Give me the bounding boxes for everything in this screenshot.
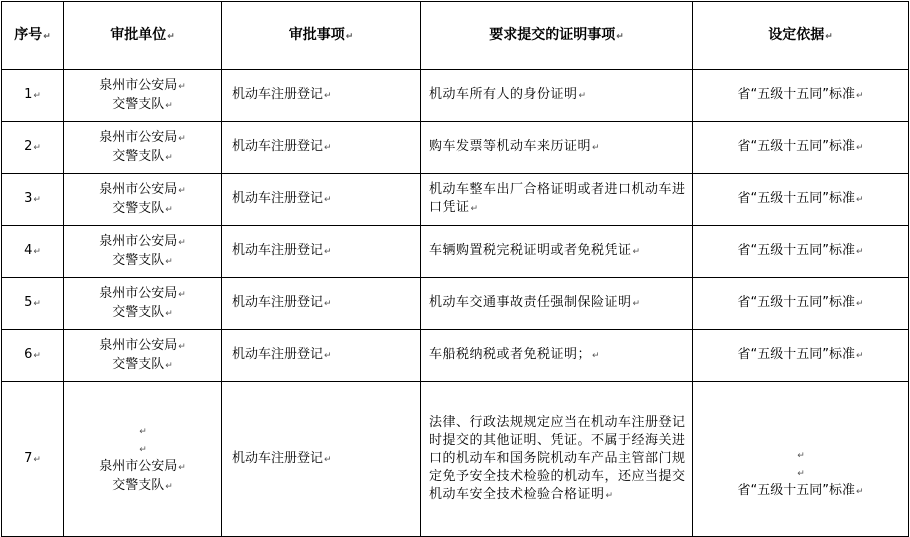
table-row xyxy=(2,122,909,174)
required-proof: 法律、行政法规规定应当在机动车注册登记时提交的其他证明、凭证。不属于经海关进口的机动车和国务院机动车产品主管部门规定免予安全技术检验的机动车，还应当提交机动车安全技术检验合格证明↵ xyxy=(421,382,693,537)
approval-item: 机动车注册登记↵ xyxy=(222,70,421,122)
approval-unit: 泉州市公安局↵ 交警支队↵ xyxy=(64,70,222,122)
header-basis: 设定依据↵ xyxy=(693,2,909,70)
required-proof: 机动车交通事故责任强制保险证明↵ xyxy=(421,278,693,330)
row-number: 3↵ xyxy=(2,174,64,226)
legal-basis: 省“五级十五同”标准↵ xyxy=(693,70,909,122)
required-proof: 机动车整车出厂合格证明或者进口机动车进口凭证↵ xyxy=(421,174,693,226)
approval-item: 机动车注册登记↵ xyxy=(222,122,421,174)
approval-item: 机动车注册登记↵ xyxy=(222,226,421,278)
table-row xyxy=(2,226,909,278)
approval-unit: 泉州市公安局↵ 交警支队↵ xyxy=(64,330,222,382)
row-number: 7↵ xyxy=(2,382,64,537)
approval-item: 机动车注册登记↵ xyxy=(222,174,421,226)
row-number: 6↵ xyxy=(2,330,64,382)
approval-item: 机动车注册登记↵ xyxy=(222,278,421,330)
table-header-row xyxy=(2,2,909,70)
approval-unit: 泉州市公安局↵ 交警支队↵ xyxy=(64,174,222,226)
row-number: 4↵ xyxy=(2,226,64,278)
legal-basis: 省“五级十五同”标准↵ xyxy=(693,174,909,226)
legal-basis: 省“五级十五同”标准↵ xyxy=(693,330,909,382)
table-row xyxy=(2,278,909,330)
approval-unit: ↵ ↵ 泉州市公安局↵ 交警支队↵ xyxy=(64,382,222,537)
row-number: 1↵ xyxy=(2,70,64,122)
approval-unit: 泉州市公安局↵ 交警支队↵ xyxy=(64,122,222,174)
table-row xyxy=(2,382,909,537)
row-number: 5↵ xyxy=(2,278,64,330)
table-row xyxy=(2,174,909,226)
legal-basis: 省“五级十五同”标准↵ xyxy=(693,122,909,174)
approval-unit: 泉州市公安局↵ 交警支队↵ xyxy=(64,226,222,278)
required-proof: 车船税纳税或者免税证明；↵ xyxy=(421,330,693,382)
approval-item: 机动车注册登记↵ xyxy=(222,382,421,537)
approval-item: 机动车注册登记↵ xyxy=(222,330,421,382)
table-row xyxy=(2,330,909,382)
header-item: 审批事项↵ xyxy=(222,2,421,70)
header-unit: 审批单位↵ xyxy=(64,2,222,70)
required-proof: 车辆购置税完税证明或者免税凭证↵ xyxy=(421,226,693,278)
table-row xyxy=(2,70,909,122)
required-proof: 购车发票等机动车来历证明↵ xyxy=(421,122,693,174)
header-proof: 要求提交的证明事项↵ xyxy=(421,2,693,70)
required-proof: 机动车所有人的身份证明↵ xyxy=(421,70,693,122)
legal-basis: ↵ ↵ 省“五级十五同”标准↵ xyxy=(693,382,909,537)
row-number: 2↵ xyxy=(2,122,64,174)
header-no: 序号↵ xyxy=(2,2,64,70)
approval-requirements-table xyxy=(1,1,909,537)
legal-basis: 省“五级十五同”标准↵ xyxy=(693,226,909,278)
approval-unit: 泉州市公安局↵ 交警支队↵ xyxy=(64,278,222,330)
legal-basis: 省“五级十五同”标准↵ xyxy=(693,278,909,330)
